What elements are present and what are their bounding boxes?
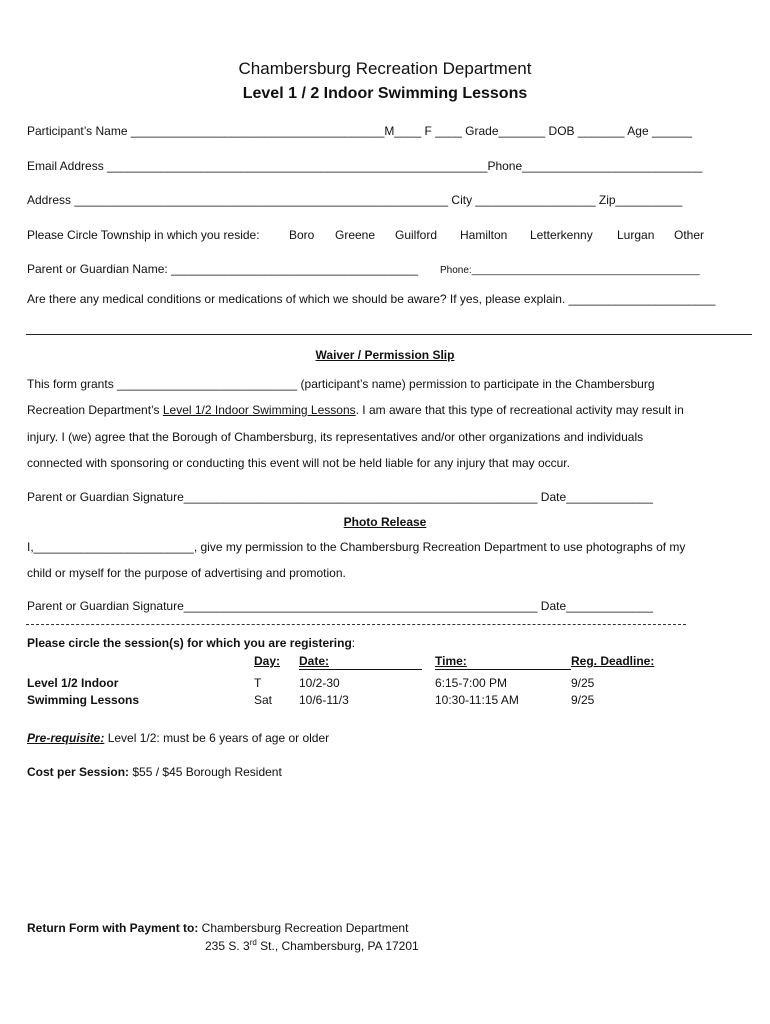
waiver-line-2-post: . I am aware that this type of recreational activity may result in: [355, 403, 684, 417]
return-address-post: St., Chambersburg, PA 17201: [256, 939, 419, 953]
township-lurgan[interactable]: Lurgan: [617, 228, 655, 242]
waiver-line-2: [27, 403, 684, 417]
cost-text: $55 / $45 Borough Resident: [129, 765, 282, 779]
waiver-heading: Waiver / Permission Slip: [315, 348, 455, 362]
township-guilford[interactable]: Guilford: [395, 228, 438, 242]
township-greene[interactable]: Greene: [335, 228, 376, 242]
cut-line: [26, 624, 686, 625]
session-row-1-deadline: 9/25: [571, 676, 595, 690]
session-row-2-date[interactable]: 10/6-11/3: [299, 693, 349, 707]
section-divider: [26, 334, 752, 335]
header-date-underline: [299, 654, 422, 670]
return-address-sup: rd: [249, 938, 257, 947]
guardian-phone-field[interactable]: Phone:_________________________________________: [440, 265, 700, 276]
course-name-line-1: Level 1/2 Indoor: [27, 676, 119, 690]
prerequisite: [27, 731, 329, 745]
header-time-underline: [435, 654, 571, 670]
waiver-line-3: injury. I (we) agree that the Borough of Chambersburg, its representatives and/or other organizations and individuals: [27, 430, 644, 444]
guardian-name-field[interactable]: Parent or Guardian Name: _____________________________________: [27, 262, 419, 276]
cost-label: Cost per Session:: [27, 765, 130, 779]
township-hamilton[interactable]: Hamilton: [460, 228, 508, 242]
session-row-1-time[interactable]: 6:15-7:00 PM: [435, 676, 508, 690]
photo-release-line-2: child or myself for the purpose of advertising and promotion.: [27, 566, 346, 580]
header-deadline: Reg. Deadline:: [571, 654, 655, 668]
return-label: Return Form with Payment to:: [27, 921, 199, 935]
session-prompt-bold: Please circle the session(s) for which you are registering: [27, 636, 352, 650]
session-row-2-time[interactable]: 10:30-11:15 AM: [435, 693, 519, 707]
township-prompt: Please Circle Township in which you reside:: [27, 228, 260, 242]
waiver-line-1: This form grants ___________________________ (participant’s name) permission to participate in the Chambersburg: [27, 377, 655, 391]
photo-release-heading: Photo Release: [343, 515, 427, 529]
course-name-line-2: Swimming Lessons: [27, 693, 140, 707]
participant-name-field[interactable]: Participant’s Name ______________________________________M____ F ____ Grade_______ DOB _______ Age ______: [27, 124, 693, 138]
prerequisite-text: Level 1/2: must be 6 years of age or older: [104, 731, 330, 745]
township-other[interactable]: Other: [674, 228, 705, 242]
org-title: Chambersburg Recreation Department: [238, 59, 532, 78]
prerequisite-label: Pre-requisite:: [27, 731, 105, 745]
photo-release-line-1[interactable]: I,________________________, give my permission to the Chambersburg Recreation Department to use photographs of my: [27, 540, 686, 554]
medical-question[interactable]: Are there any medical conditions or medications of which we should be aware? If yes, please explain. ______________________: [27, 292, 716, 306]
session-prompt-tail: :: [351, 636, 356, 650]
session-row-1-day[interactable]: T: [254, 676, 262, 690]
return-address-pre: 235 S. 3: [205, 939, 250, 953]
waiver-signature-field[interactable]: Parent or Guardian Signature_____________________________________________________ Date_____________: [27, 490, 653, 504]
return-to: [27, 921, 408, 935]
header-date: Date:: [299, 654, 330, 668]
photo-signature-field[interactable]: Parent or Guardian Signature_____________________________________________________ Date_____________: [27, 599, 653, 613]
waiver-line-4: connected with sponsoring or conducting this event will not be held liable for any injury that may occur.: [27, 456, 570, 470]
header-day: Day:: [254, 654, 281, 668]
address-field[interactable]: Address ________________________________________________________ City __________________ Zip__________: [27, 193, 683, 207]
email-phone-field[interactable]: Email Address _________________________________________________________Phone___________________________: [27, 159, 703, 173]
session-prompt: [27, 636, 355, 650]
session-row-2-deadline: 9/25: [571, 693, 595, 707]
session-row-1-date[interactable]: 10/2-30: [299, 676, 340, 690]
session-row-2-day[interactable]: Sat: [254, 693, 273, 707]
program-name: Level 1/2 Indoor Swimming Lessons: [162, 403, 356, 417]
township-letterkenny[interactable]: Letterkenny: [530, 228, 593, 242]
waiver-line-2-pre: Recreation Department’s: [27, 403, 163, 417]
header-time: Time:: [435, 654, 467, 668]
return-address: [205, 938, 419, 953]
township-boro[interactable]: Boro: [289, 228, 315, 242]
page-title: Level 1 / 2 Indoor Swimming Lessons: [242, 85, 528, 102]
cost-per-session: [27, 765, 282, 779]
return-org: Chambersburg Recreation Department: [198, 921, 409, 935]
